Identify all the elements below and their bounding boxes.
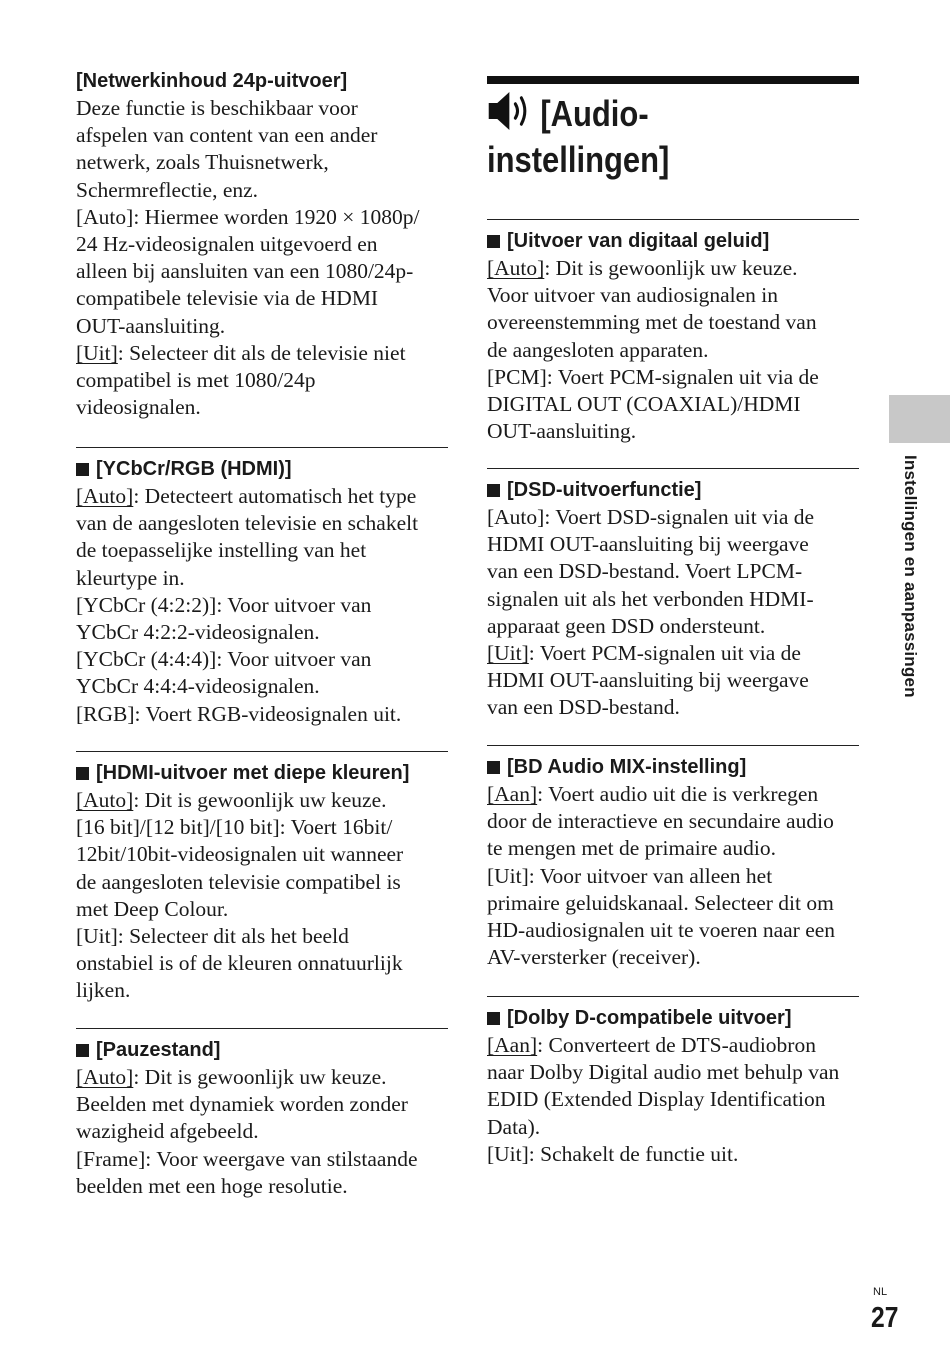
body-line: afspelen van content van een ander xyxy=(76,123,378,148)
body-line: netwerk, zoals Thuisnetwerk, xyxy=(76,150,329,175)
section-bd-audio-mix xyxy=(487,745,859,971)
chapter-bar xyxy=(487,76,859,84)
section-divider xyxy=(76,447,448,448)
square-bullet-icon xyxy=(487,1012,500,1025)
body-line: [Auto]: Dit is gewoonlijk uw keuze. xyxy=(487,256,798,280)
section-digital-audio-output xyxy=(487,219,859,445)
body-line: YCbCr 4:2:2-videosignalen. xyxy=(76,620,320,645)
body-line: [Auto]: Dit is gewoonlijk uw keuze. xyxy=(76,788,387,812)
section-body xyxy=(76,1064,448,1200)
section-heading xyxy=(76,760,448,787)
body-line: [YCbCr (4:4:4)]: Voor uitvoer van xyxy=(76,647,372,672)
body-line: van een DSD-bestand. Voert LPCM- xyxy=(487,559,803,584)
section-heading xyxy=(487,1005,859,1032)
body-line: OUT-aansluiting. xyxy=(487,419,637,444)
section-heading-text: [Uitvoer van digitaal geluid] xyxy=(507,230,770,252)
body-line: AV-versterker (receiver). xyxy=(487,945,701,970)
body-line: [Uit]: Selecteer dit als de televisie niet xyxy=(76,340,406,365)
body-line: van de aangesloten televisie en schakelt xyxy=(76,511,419,536)
section-heading-text: [DSD-uitvoerfunctie] xyxy=(507,479,702,501)
square-bullet-icon xyxy=(76,463,89,476)
body-line: 24 Hz-videosignalen uitgevoerd en xyxy=(76,232,378,257)
body-line: de toepasselijke instelling van het xyxy=(76,538,367,563)
body-line: HD-audiosignalen uit te voeren naar een xyxy=(487,918,836,943)
square-bullet-icon xyxy=(487,235,500,248)
body-line: [Uit]: Selecteer dit als het beeld xyxy=(76,924,349,949)
chapter-title xyxy=(487,90,807,183)
body-line: [Auto]: Hiermee worden 1920 × 1080p/ xyxy=(76,204,420,229)
body-line: onstabiel is of de kleuren onnatuurlijk xyxy=(76,951,403,976)
default-option-label: [Aan] xyxy=(487,782,538,806)
body-line: Beelden met dynamiek worden zonder xyxy=(76,1092,408,1117)
section-heading-text: [Dolby D-compatibele uitvoer] xyxy=(507,1007,792,1029)
section-divider xyxy=(76,1028,448,1029)
body-line: Data). xyxy=(487,1114,541,1139)
page-number: 27 xyxy=(871,1302,899,1334)
body-line: te mengen met de primaire audio. xyxy=(487,836,776,861)
chapter-title-line: instellingen] xyxy=(487,139,670,180)
section-divider xyxy=(76,751,448,752)
body-line: [Uit]: Voert PCM-signalen uit via de xyxy=(487,641,801,666)
body-line: HDMI OUT-aansluiting bij weergave xyxy=(487,668,809,693)
section-hdmi-deep-colour xyxy=(76,751,448,1005)
body-line: van een DSD-bestand. xyxy=(487,695,680,720)
body-line: EDID (Extended Display Identification xyxy=(487,1087,826,1112)
body-line: compatibel is met 1080/24p xyxy=(76,368,316,393)
body-line: OUT-aansluiting. xyxy=(76,313,226,338)
section-heading xyxy=(76,1037,448,1064)
square-bullet-icon xyxy=(487,484,500,497)
body-line: naar Dolby Digital audio met behulp van xyxy=(487,1060,840,1085)
body-line: wazigheid afgebeeld. xyxy=(76,1119,259,1144)
default-option-label: [Auto] xyxy=(76,484,134,508)
body-line: door de interactieve en secundaire audio xyxy=(487,809,834,834)
section-divider xyxy=(487,468,859,469)
body-line: [Aan]: Voert audio uit die is verkregen xyxy=(487,782,819,806)
section-heading-text: [Pauzestand] xyxy=(96,1039,221,1061)
body-line: signalen uit als het verbonden HDMI- xyxy=(487,586,814,611)
default-option-label: [Uit] xyxy=(487,641,529,666)
body-line: HDMI OUT-aansluiting bij weergave xyxy=(487,532,809,557)
default-option-label: [Uit] xyxy=(76,340,118,365)
body-line: [16 bit]/[12 bit]/[10 bit]: Voert 16bit/ xyxy=(76,815,393,840)
section-dolby-compatible xyxy=(487,996,859,1168)
language-code: NL xyxy=(873,1286,888,1298)
section-netwerkinhoud xyxy=(76,68,448,421)
body-line: [YCbCr (4:2:2)]: Voor uitvoer van xyxy=(76,592,372,617)
body-line: overeenstemming met de toestand van xyxy=(487,310,817,335)
body-line: [Uit]: Schakelt de functie uit. xyxy=(487,1141,739,1166)
body-line: [PCM]: Voert PCM-signalen uit via de xyxy=(487,364,819,389)
body-line: [Auto]: Detecteert automatisch het type xyxy=(76,484,417,508)
section-dsd-output xyxy=(487,468,859,722)
section-heading xyxy=(487,754,859,781)
section-ycbcr-rgb xyxy=(76,447,448,728)
section-divider xyxy=(487,996,859,997)
section-pauzestand xyxy=(76,1028,448,1200)
body-line: [Auto]: Voert DSD-signalen uit via de xyxy=(487,505,815,529)
body-line: Voor uitvoer van audiosignalen in xyxy=(487,283,778,308)
section-body xyxy=(76,95,448,421)
body-line: kleurtype in. xyxy=(76,565,185,590)
section-body xyxy=(76,787,448,1005)
body-line: DIGITAL OUT (COAXIAL)/HDMI xyxy=(487,392,801,417)
square-bullet-icon xyxy=(76,1044,89,1057)
side-chapter-label: Instellingen en aanpassingen xyxy=(901,455,920,698)
body-line: [Aan]: Converteert de DTS-audiobron xyxy=(487,1033,816,1057)
body-line: de aangesloten televisie compatibel is xyxy=(76,869,401,894)
section-body xyxy=(487,781,859,971)
body-line: Schermreflectie, enz. xyxy=(76,177,259,202)
section-body xyxy=(487,1032,859,1168)
speaker-icon xyxy=(487,90,532,132)
chapter-title-line: [Audio- xyxy=(540,93,649,134)
body-line: YCbCr 4:4:4-videosignalen. xyxy=(76,674,320,699)
body-line: [Uit]: Voor uitvoer van alleen het xyxy=(487,863,773,888)
section-divider xyxy=(487,219,859,220)
body-line: primaire geluidskanaal. Selecteer dit om xyxy=(487,890,834,915)
default-option-label: [Auto] xyxy=(76,788,134,812)
body-line: beelden met een hoge resolutie. xyxy=(76,1173,348,1198)
section-body xyxy=(487,255,859,445)
body-line: alleen bij aansluiten van een 1080/24p- xyxy=(76,259,414,284)
section-heading-text: [YCbCr/RGB (HDMI)] xyxy=(96,458,292,480)
body-line: videosignalen. xyxy=(76,395,201,420)
section-heading xyxy=(487,228,859,255)
body-line: lijken. xyxy=(76,978,131,1003)
body-line: apparaat geen DSD ondersteunt. xyxy=(487,613,766,638)
body-line: met Deep Colour. xyxy=(76,896,229,921)
section-heading xyxy=(76,456,448,483)
body-line: de aangesloten apparaten. xyxy=(487,337,709,362)
default-option-label: [Aan] xyxy=(487,1033,538,1057)
section-heading-text: [HDMI-uitvoer met diepe kleuren] xyxy=(96,762,410,784)
chapter-tab xyxy=(889,395,950,443)
body-line: Deze functie is beschikbaar voor xyxy=(76,96,358,120)
body-line: [RGB]: Voert RGB-videosignalen uit. xyxy=(76,701,402,726)
section-heading xyxy=(487,477,859,504)
square-bullet-icon xyxy=(487,761,500,774)
body-line: 12bit/10bit-videosignalen uit wanneer xyxy=(76,842,404,867)
body-line: [Frame]: Voor weergave van stilstaande xyxy=(76,1146,418,1171)
section-body xyxy=(76,483,448,728)
section-divider xyxy=(487,745,859,746)
default-option-label: [Auto] xyxy=(76,1065,134,1089)
default-option-label: [Auto] xyxy=(487,256,545,280)
section-heading: [Netwerkinhoud 24p-uitvoer] xyxy=(76,70,348,92)
body-line: compatibele televisie via de HDMI xyxy=(76,286,379,311)
square-bullet-icon xyxy=(76,767,89,780)
body-line: [Auto]: Dit is gewoonlijk uw keuze. xyxy=(76,1065,387,1089)
section-body xyxy=(487,504,859,722)
section-heading-text: [BD Audio MIX-instelling] xyxy=(507,756,747,778)
